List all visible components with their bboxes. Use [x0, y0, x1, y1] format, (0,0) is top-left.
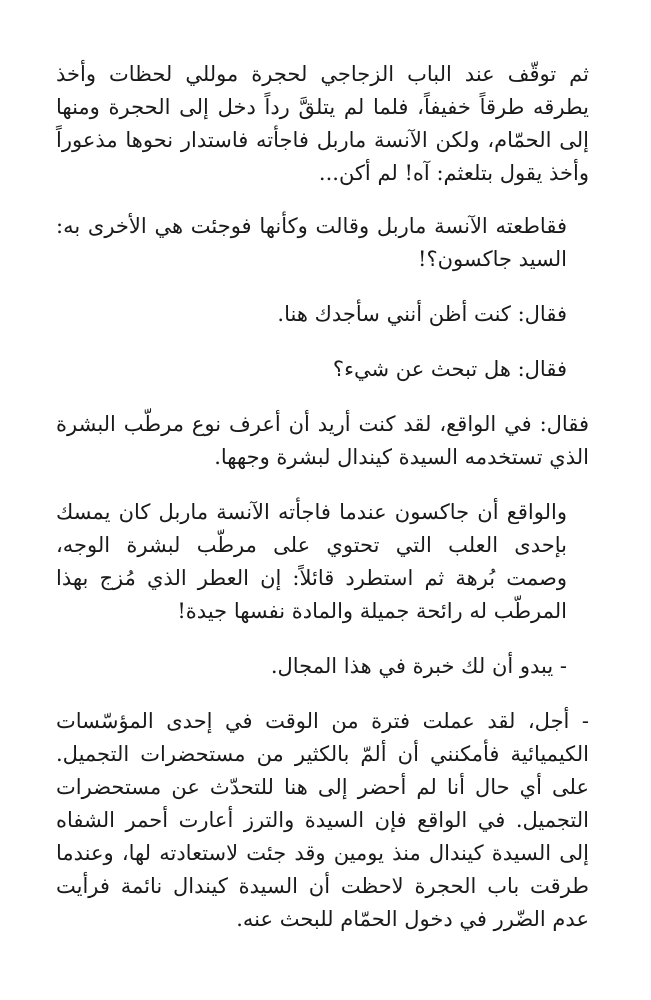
paragraph-1: ثم توقّف عند الباب الزجاجي لحجرة موللي لحظات وأخذ يطرقه طرقاً خفيفاً، فلما لم يتلقَّ رداً دخل إلى الحجرة ومنها إلى الحمّام، ولكن الآنسة ماربل فاجأته فاستدار نحوها مذعوراً وأخذ يقول بتلعثم: آه! لم أكن...: [56, 62, 589, 185]
paragraph-5: فقال: في الواقع، لقد كنت أريد أن أعرف نوع مرطّب البشرة الذي تستخدمه السيدة كيندال لبشرة وجهها.: [56, 412, 589, 469]
paragraph-3: فقال: كنت أظن أنني سأجدك هنا.: [277, 302, 567, 326]
paragraph-7: - يبدو أن لك خبرة في هذا المجال.: [270, 654, 567, 678]
paragraph-6: والواقع أن جاكسون عندما فاجأته الآنسة ماربل كان يمسك بإحدى العلب التي تحتوي على مرطّب لبشرة الوجه، وصمت بُرهة ثم استطرد قائلاً: إن العطر الذي مُزج بهذا المرطّب له رائحة جميلة والمادة نفسها جيدة!: [56, 500, 567, 623]
paragraph-2: فقاطعته الآنسة ماربل وقالت وكأنها فوجئت هي الأخرى به: السيد جاكسون؟!: [56, 214, 567, 271]
paragraph-8: - أجل، لقد عملت فترة من الوقت في إحدى المؤسّسات الكيميائية فأمكنني أن ألمّ بالكثير من مستحضرات التجميل. على أي حال أنا لم أحضر إلى هنا للتحدّث عن مستحضرات التجميل. في الواقع فإن السيدة والترز أعارت أحمر الشفاه إلى السيدة كيندال منذ يومين وقد جئت لاستعادته لها، وعندما طرقت باب الحجرة لاحظت أن السيدة كيندال نائمة فرأيت عدم الضّرر في دخول الحمّام للبحث عنه.: [56, 709, 589, 931]
paragraph-4: فقال: هل تبحث عن شيء؟: [332, 357, 567, 381]
